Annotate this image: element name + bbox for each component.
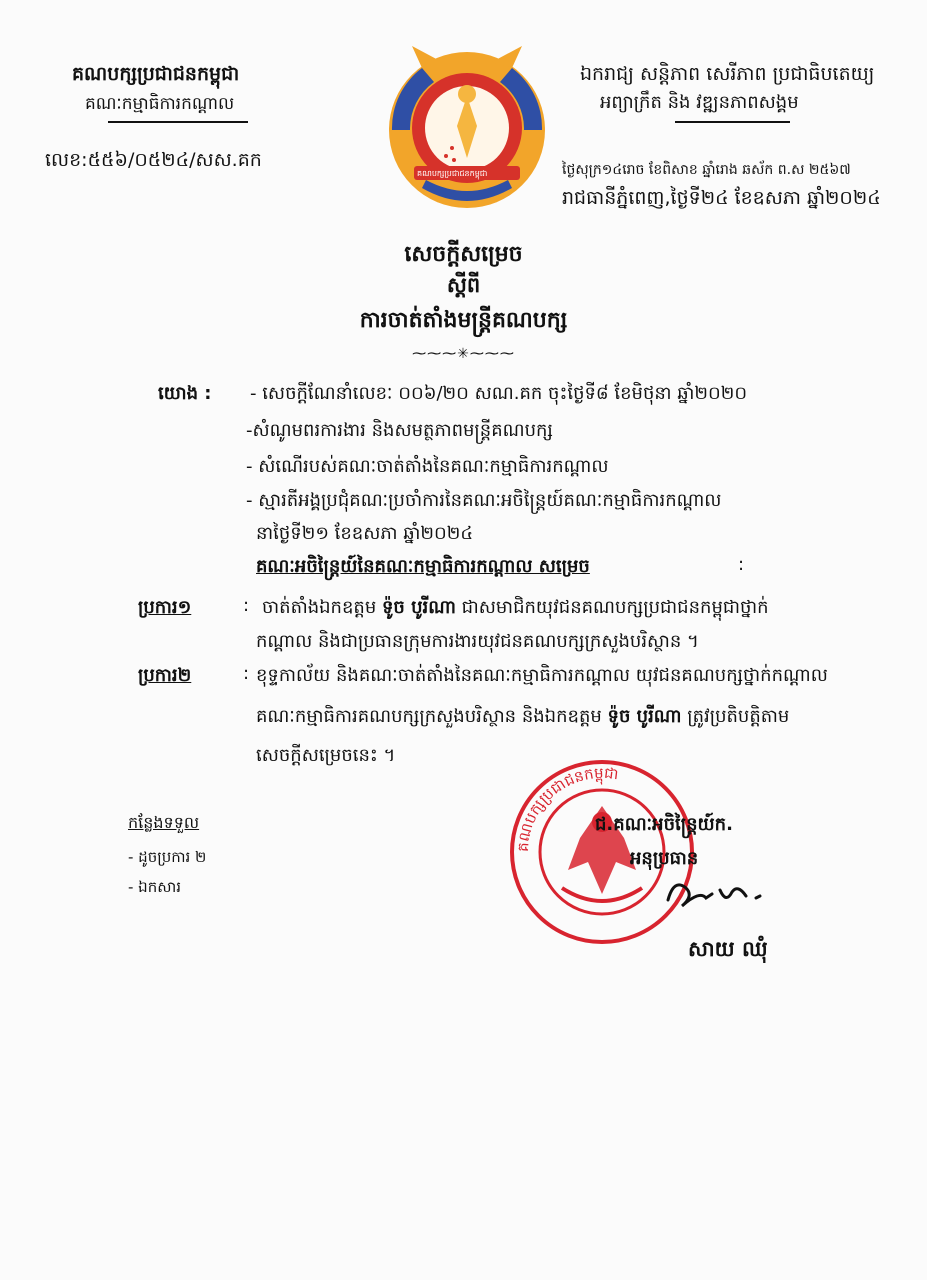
party-logo xyxy=(382,38,552,214)
title-subject: ការចាត់តាំងមន្ត្រីគណបក្ស xyxy=(359,308,568,333)
kingdom-line: ឯករាជ្យ សន្តិភាព សេរីភាព ប្រជាធិបតេយ្យ xyxy=(580,63,875,85)
signatory-position: អនុប្រធាន xyxy=(630,848,699,869)
consideration-item: - សំណើរបស់គណៈចាត់តាំងនៃគណៈកម្មាធិការកណ្តាល xyxy=(246,456,609,477)
article-2-line2: គណៈកម្មាធិការគណបក្សក្រសួងបរិស្ថាន និងឯកឧត្តម ទ៉ូច បូរីណា ត្រូវប្រតិបត្តិតាម xyxy=(256,706,790,727)
consideration-item: នាថ្ងៃទី២១ ខែឧសភា ឆ្នាំ២០២៤ xyxy=(256,523,474,544)
party-name: គណបក្សប្រជាជនកម្ពុជា xyxy=(72,63,240,85)
lunar-date: ថ្ងៃសុក្រ១៤រោច ខែពិសាខ ឆ្នាំរោង ឆស័ក ព.ស ២៥៦៧ xyxy=(562,162,851,178)
reference-number: លេខ:៥៥៦/០៥២៤/សស.គក xyxy=(45,149,262,171)
motto-line: អព្យាក្រឹត និង វឌ្ឍនភាពសង្គម xyxy=(600,92,799,113)
signatory-title: ជ.គណៈអចិន្ត្រៃយ៍ក. xyxy=(595,814,733,835)
committee-name: គណៈកម្មាធិការកណ្តាល xyxy=(85,94,235,114)
logo-banner-text: គណបក្សប្រជាជនកម្ពុជា xyxy=(417,169,488,178)
recipient-item: - ដូចប្រការ ២ xyxy=(128,848,207,866)
considerations-label: យោង : xyxy=(158,383,212,404)
article-1-label: ប្រការ១ xyxy=(138,597,192,618)
issue-date: រាជធានីភ្នំពេញ,ថ្ងៃទី២៤ ខែឧសភា ឆ្នាំ២០២៤ xyxy=(562,187,881,209)
article-1-line1: ចាត់តាំងឯកឧត្តម ទ៉ូច បូរីណា ជាសមាជិកយុវជនគណបក្សប្រជាជនកម្ពុជាថ្នាក់ xyxy=(262,597,769,618)
title-about: ស្តីពី xyxy=(446,273,481,297)
article-2-line1: ខុទ្ទកាល័យ និងគណៈចាត់តាំងនៃគណៈកម្មាធិការកណ្តាល យុវជនគណបក្សថ្នាក់កណ្តាល xyxy=(256,665,828,686)
document-title: សេចក្តីសម្រេច xyxy=(404,242,523,267)
recipients-heading: កន្លែងទទួល xyxy=(128,813,200,832)
consideration-item: -សំណូមពរការងារ និងសមត្ថភាពមន្ត្រីគណបក្ស xyxy=(246,420,553,441)
article-1-line2: កណ្តាល និងជាប្រធានក្រុមការងារយុវជនគណបក្សក្រសួងបរិស្ថាន ។ xyxy=(256,631,699,652)
handwritten-signature xyxy=(660,870,780,918)
decides-colon: : xyxy=(738,554,745,575)
article-1-colon: : xyxy=(243,595,250,616)
header-divider-left xyxy=(108,121,248,123)
consideration-item: - ស្មារតីអង្គប្រជុំគណៈប្រចាំការនៃគណៈអចិន្ត្រៃយ៍គណៈកម្មាធិការកណ្តាល xyxy=(246,490,722,511)
decides-heading: គណៈអចិន្ត្រៃយ៍នៃគណៈកម្មាធិការកណ្តាល សម្រេច xyxy=(256,556,590,577)
title-ornament: ⁓⁓⁓✳⁓⁓⁓ xyxy=(412,346,515,362)
seal-text: គណបក្សប្រជាជនកម្ពុជា xyxy=(513,763,620,853)
appointee-name: ទ៉ូច បូរីណា xyxy=(607,706,682,727)
signatory-name: សាយ ឈុំ xyxy=(688,937,768,961)
article-2-colon: : xyxy=(243,663,250,684)
header-divider-right xyxy=(675,121,790,123)
article-2-line3: សេចក្តីសម្រេចនេះ ។ xyxy=(256,745,396,766)
recipient-item: - ឯកសារ xyxy=(128,878,182,896)
appointee-name: ទ៉ូច បូរីណា xyxy=(381,597,456,618)
article-2-label: ប្រការ២ xyxy=(138,665,192,686)
consideration-item: - សេចក្តីណែនាំលេខៈ ០០៦/២០ សណ.គក ចុះថ្ងៃទី៨ ខែមិថុនា ឆ្នាំ២០២០ xyxy=(250,383,748,404)
